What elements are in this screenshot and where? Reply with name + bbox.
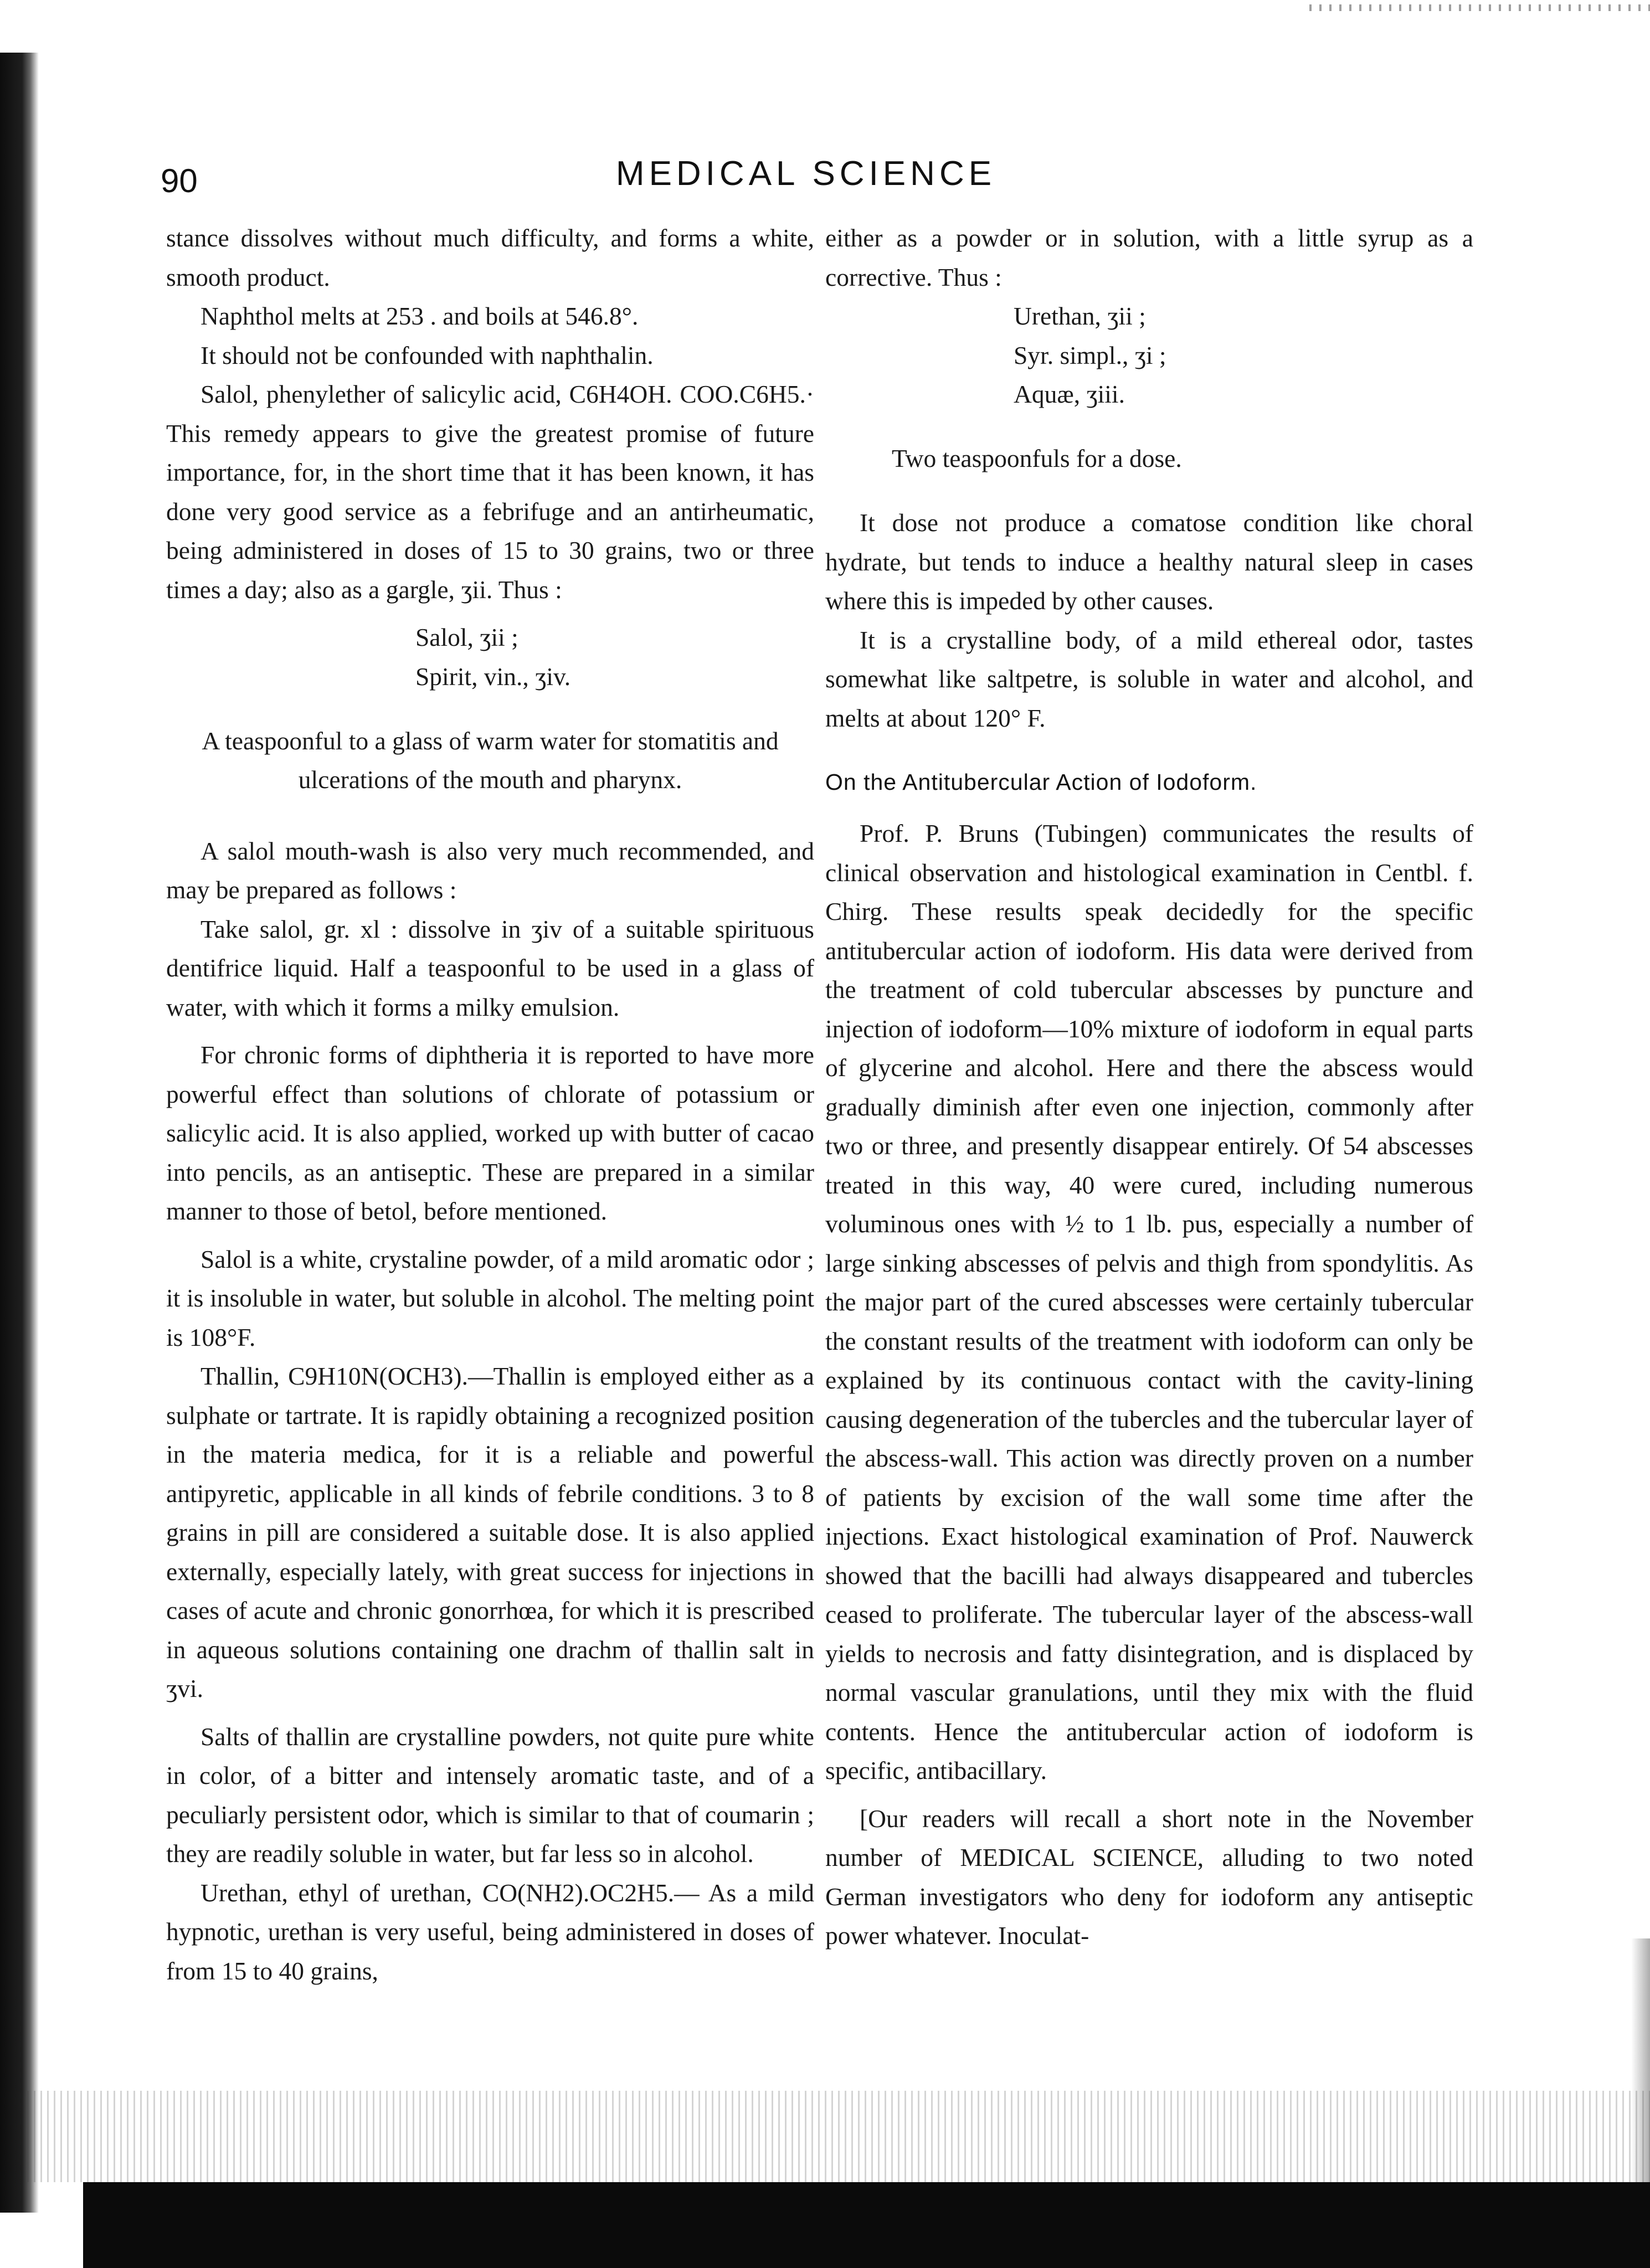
- paragraph: It dose not produce a comatose condition like choral hydrate, but tends to induce a healthy natural sleep in cases where this is impeded by other causes.: [825, 508, 1473, 615]
- scan-edge-bottom: [83, 2182, 1650, 2268]
- scan-speckle-top: [1302, 4, 1650, 11]
- paragraph: Salol is a white, crystaline powder, of a mild aromatic odor ; it is insoluble in water, but soluble in alcohol. The melting point is 108°F.: [166, 1244, 814, 1351]
- prescription-note: Two teaspoonfuls for a dose.: [892, 444, 1182, 472]
- page-number: 90: [161, 162, 198, 199]
- paragraph: A salol mouth-wash is also very much recommended, and may be prepared as follows :: [166, 836, 814, 904]
- paragraph: stance dissolves without much difficulty, and forms a white, smooth product.: [166, 224, 814, 291]
- paragraph: For chronic forms of diphtheria it is reported to have more powerful effect than solutions of chlorate of potassium or salicylic acid. It is also applied, worked up with butter of cacao into pencils, as an antiseptic. These are prepared in a similar manner to those of betol, before mentioned.: [166, 1041, 814, 1225]
- paragraph: It should not be confounded with naphthalin.: [201, 341, 654, 369]
- running-head: MEDICAL SCIENCE: [615, 155, 996, 193]
- scan-speckle-bottom: [22, 2091, 1650, 2182]
- left-column: [166, 219, 814, 1991]
- prescription-line: Syr. simpl., ʒi ;: [1014, 341, 1166, 369]
- paragraph: Naphthol melts at 253 . and boils at 546.8°.: [201, 302, 639, 330]
- prescription-line: Urethan, ʒii ;: [1014, 302, 1146, 330]
- paragraph-salol: Salol, phenylether of salicylic acid, C6H4OH. COO.C6H5.· This remedy appears to give the greatest promise of future importance, for, in the short time that it has been known, it has done very good service as a febrifuge and an antirheumatic, being administered in doses of 15 to 30 grains, two or three times a day; also as a gargle, ʒii. Thus :: [166, 380, 814, 604]
- prescription-line: Spirit, vin., ʒiv.: [415, 662, 571, 691]
- prescription-line: Aquæ, ʒiii.: [1014, 380, 1125, 408]
- section-heading: On the Antitubercular Action of Iodoform.: [825, 769, 1257, 795]
- prescription-salol: [166, 618, 814, 696]
- paragraph: It is a crystalline body, of a mild ethereal odor, tastes somewhat like saltpetre, is soluble in water and alcohol, and melts at about 120° F.: [825, 625, 1473, 732]
- paragraph-iodoform: Prof. P. Bruns (Tubingen) communicates the results of clinical observation and histological examination in Centbl. f. Chirg. These results speak decidedly for the specific antitubercular action of iodoform. His data were derived from the treatment of cold tubercular abscesses by puncture and injection of iodoform—10% mixture of iodoform in equal parts of glycerine and alcohol. Here and there the abscess would gradually diminish after even one injection, commonly after two or three, and presently disappear entirely. Of 54 abscesses treated in this way, 40 were cured, including numerous voluminous ones with ½ to 1 lb. pus, especially a number of large sinking abscesses of pelvis and thigh from spondylitis. As the major part of the cured abscesses were certainly tubercular the constant results of the treatment with iodoform can only be explained by its continuous contact with the cavity-lining causing degeneration of the tubercles and the tubercular layer of the abscess-wall. This action was directly proven on a number of patients by excision of the wall some time after the injections. Exact histological examination of Prof. Nauwerck showed that the bacilli had always disappeared and tubercles ceased to proliferate. The tubercular layer of the abscess-wall yields to necrosis and fatty disintegration, and is displaced by normal vascular granulations, until they mix with the fluid contents. Hence the antitubercular action of iodoform is specific, antibacillary.: [825, 819, 1473, 1784]
- right-column: [825, 219, 1473, 1956]
- prescription-line: Salol, ʒii ;: [415, 623, 518, 651]
- paragraph: Salts of thallin are crystalline powders, not quite pure white in color, of a bitter and intensely aromatic taste, and of a peculiarly persistent odor, which is similar to that of coumarin ; they are readily soluble in water, but far less so in alcohol.: [166, 1722, 814, 1868]
- paragraph: either as a powder or in solution, with a little syrup as a corrective. Thus :: [825, 224, 1473, 291]
- page-header: [161, 154, 1451, 204]
- paragraph: Take salol, gr. xl : dissolve in ʒiv of a suitable spirituous dentifrice liquid. Half a teaspoonful to be used in a glass of water, with which it forms a milky emulsion.: [166, 914, 814, 1021]
- paragraph-thallin: Thallin, C9H10N(OCH3).—Thallin is employed either as a sulphate or tartrate. It is rapidly obtaining a recognized position in the materia medica, for it is a reliable and powerful antipyretic, applicable in all kinds of febrile conditions. 3 to 8 grains in pill are considered a suitable dose. It is also applied externally, especially lately, with great success for injections in cases of acute and chronic gonorrhœa, for which it is prescribed in aqueous solutions containing one drachm of thallin salt in ʒvi.: [166, 1362, 814, 1703]
- prescription-note: A teaspoonful to a glass of warm water for stomatitis and ulcerations of the mouth and pharynx.: [202, 726, 779, 794]
- paragraph-urethan: Urethan, ethyl of urethan, CO(NH2).OC2H5.— As a mild hypnotic, urethan is very useful, being administered in doses of from 15 to 40 grains,: [166, 1878, 814, 1985]
- paragraph: [Our readers will recall a short note in the November number of MEDICAL SCIENCE, alluding to two noted German investigators who deny for iodoform any antiseptic power whatever. Inoculat-: [825, 1804, 1473, 1950]
- prescription-urethan: [825, 297, 1473, 414]
- scan-edge-left: [0, 53, 39, 2213]
